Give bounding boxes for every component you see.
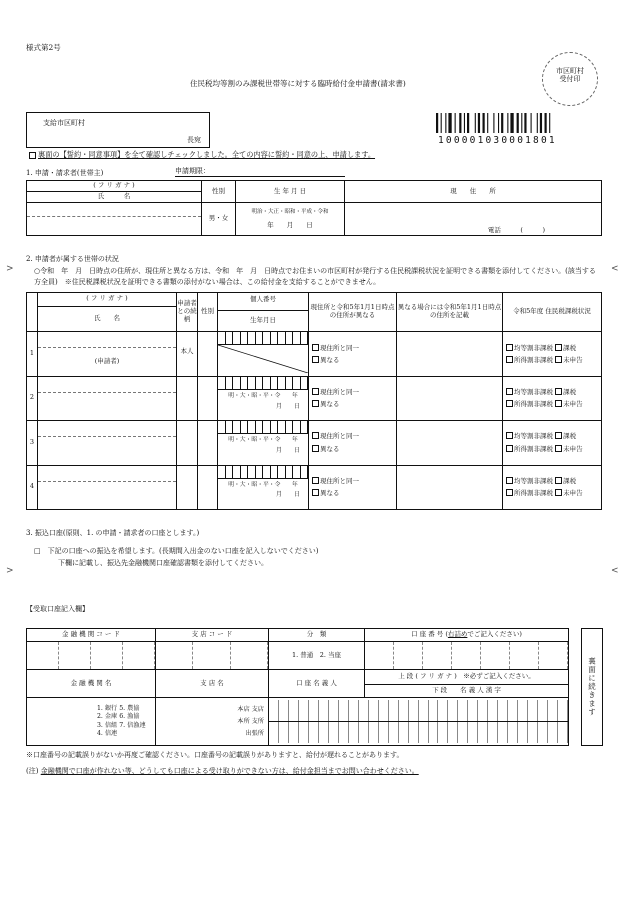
barcode-number: 100001030001801: [438, 135, 557, 146]
member-name-field[interactable]: [38, 465, 177, 509]
bank-table: [26, 628, 569, 746]
diff-checkbox[interactable]: [312, 445, 319, 452]
branch-kind-option[interactable]: 出張所: [245, 729, 264, 737]
account-number-header: 口 座 番 号 (右詰めでご記入ください): [365, 629, 569, 642]
sec1-dob-header: 生 年 月 日: [236, 181, 345, 203]
bank-heading: 【受取口座記入欄】: [26, 605, 89, 613]
holder-upper-label: 上 段 ( フ リ ガ ナ ) ※必ずご記入ください。: [365, 670, 569, 685]
hh-addr-note-header: 異なる場合には令和5年1月1日時点の住所を記載: [397, 293, 503, 332]
household-table: [26, 292, 602, 510]
branch-name-field[interactable]: [156, 698, 269, 746]
sec3-heading: 3. 振込口座(原則、1. の申請・請求者の口座とします。): [26, 529, 200, 537]
hh-relation-header: 申請者との続柄: [177, 293, 198, 332]
bank-code-field[interactable]: [27, 642, 156, 670]
same-checkbox[interactable]: [312, 432, 319, 439]
address-diff-options[interactable]: 現住所と同一 異なる: [309, 465, 397, 509]
relation-field[interactable]: 本人: [177, 332, 198, 376]
sec1-era-options: 明治・大正・昭和・平成・令和: [251, 209, 329, 215]
diff-checkbox[interactable]: [312, 356, 319, 363]
table-row: [27, 465, 602, 509]
sec1-heading: 1. 申請・請求者(世帯主): [26, 169, 104, 177]
reception-stamp-label: 市区町村受付印: [556, 67, 584, 84]
hh-gender-header: 性別: [198, 293, 218, 332]
member-id-dob-field[interactable]: 明・大・昭・平・令 年 月 日: [218, 376, 309, 420]
member-gender-field[interactable]: [198, 421, 218, 465]
diff-checkbox[interactable]: [312, 489, 319, 496]
bank-kind-option[interactable]: 2. 金庫 6. 漁協: [97, 713, 140, 721]
hh-id-header: 個人番号: [218, 293, 309, 307]
margin-mark-right-1: <: [611, 264, 619, 274]
member-id-dob-field[interactable]: [218, 332, 309, 376]
sec1-gender-field[interactable]: 男・女: [202, 203, 236, 236]
relation-field[interactable]: [177, 376, 198, 420]
same-checkbox[interactable]: [312, 477, 319, 484]
sec1-address-field[interactable]: [345, 203, 602, 236]
branch-kind-option[interactable]: 本所 支所: [237, 717, 264, 725]
prev-address-field[interactable]: [397, 376, 503, 420]
tax-status-options[interactable]: 均等割非課税 課税 所得割非課税 未申告: [503, 421, 602, 465]
row-number: 4: [27, 465, 38, 509]
sec1-name-field[interactable]: [27, 203, 202, 236]
hh-tax-header: 令和5年度 住民税課税状況: [503, 293, 602, 332]
bank-code-header: 金 融 機 関 コ ー ド: [27, 629, 156, 642]
hh-furigana-header: ( フ リ ガ ナ ): [38, 293, 177, 307]
bank-name-field[interactable]: [27, 698, 156, 746]
member-gender-field[interactable]: [198, 465, 218, 509]
account-type-header: 分 類: [269, 629, 365, 642]
bank-kind-option[interactable]: 1. 銀行 5. 農協: [97, 704, 140, 712]
member-gender-field[interactable]: [198, 332, 218, 376]
sec1-deadline: 申請期限：: [175, 166, 345, 177]
addressee-chief: 長宛: [187, 136, 201, 144]
sec2-note: ○令和 年 月 日時点の住所が、現住所と異なる方は、令和 年 月 日時点でお住まいの市区町村が発行する住民税課税状況を証明できる書類を添付してください。(該当する方全員) ※住民税課税状況を証明できる書類の添付がない場合は、この給付金を支給することができません。: [34, 267, 596, 286]
tax-status-options[interactable]: 均等割非課税 課税 所得割非課税 未申告: [503, 465, 602, 509]
hh-addr-diff-header: 現住所と令和5年1月1日時点の住所が異なる: [309, 293, 397, 332]
margin-mark-left-2: >: [6, 566, 14, 576]
table-row: [27, 421, 602, 465]
relation-field[interactable]: [177, 465, 198, 509]
member-name-field[interactable]: [38, 376, 177, 420]
margin-mark-right-2: <: [611, 566, 619, 576]
row-number: 2: [27, 376, 38, 420]
sec1-gender-header: 性別: [202, 181, 236, 203]
row-number: 1: [27, 332, 38, 376]
relation-field[interactable]: [177, 421, 198, 465]
holder-lower-label: 下 段 名 義 人 漢 字: [365, 685, 569, 698]
hh-dob-header: 生年月日: [218, 310, 309, 331]
sec1-address-header: 現 住 所: [345, 181, 602, 203]
sec1-ymd: 年 月 日: [267, 220, 313, 229]
sec1-name-header: 氏 名: [27, 192, 202, 203]
diff-checkbox[interactable]: [312, 400, 319, 407]
footer-note-1: ※口座番号の記載誤りがないか再度ご確認ください。口座番号の記載誤りがありますと、給付が遅れることがあります。: [26, 751, 404, 759]
table-row: [27, 332, 602, 376]
prev-address-field[interactable]: [397, 332, 503, 376]
holder-header: 口 座 名 義 人: [269, 670, 365, 698]
address-diff-options[interactable]: 現住所と同一 異なる: [309, 332, 397, 376]
bank-kind-option[interactable]: 4. 信連: [97, 730, 118, 738]
sec1-phone: 電話 ( ): [487, 226, 545, 235]
sec1-table: [26, 180, 602, 236]
address-diff-options[interactable]: 現住所と同一 異なる: [309, 421, 397, 465]
page-title: 住民税均等割のみ課税世帯等に対する臨時給付金申請書(請求書): [190, 79, 406, 88]
sec3-line2: 下欄に記載し、振込先金融機関口座確認書類を添付してください。: [58, 559, 268, 567]
tax-status-options[interactable]: 均等割非課税 課税 所得割非課税 未申告: [503, 376, 602, 420]
member-name-field[interactable]: (申請者): [38, 332, 177, 376]
margin-mark-left-1: >: [6, 264, 14, 274]
sec1-dob-field[interactable]: [236, 203, 345, 236]
row-number: 3: [27, 421, 38, 465]
footer-note-2: (注) 金融機関で口座が作れない等、どうしても口座による受け取りができない方は、給付金担当までお問い合わせください。: [26, 767, 419, 775]
agreement-text: 裏面の【誓約・同意事項】を全て確認しチェックしました。全ての内容に誓約・同意の上、申請します。: [38, 150, 376, 159]
account-type-field[interactable]: 1. 普通 2. 当座: [269, 642, 365, 670]
sec1-furigana-header: ( フ リ ガ ナ ): [27, 181, 202, 192]
holder-field[interactable]: [269, 698, 569, 746]
sec2-heading: 2. 申請者が属する世帯の状況: [26, 255, 119, 263]
branch-name-header: 支 店 名: [156, 670, 269, 698]
addressee-city: 支給市区町村: [43, 119, 85, 127]
form-number: 様式第2号: [26, 43, 61, 52]
addressee-box: [26, 112, 210, 148]
hh-name-header: 氏 名: [38, 306, 177, 331]
prev-address-field[interactable]: [397, 421, 503, 465]
tax-status-options[interactable]: 均等割非課税 課税 所得割非課税 未申告: [503, 332, 602, 376]
table-row: [27, 376, 602, 420]
branch-kind-option[interactable]: 本店 支店: [237, 705, 264, 713]
bank-kind-option[interactable]: 3. 信組 7. 信漁連: [97, 721, 146, 729]
account-number-field[interactable]: [365, 642, 569, 670]
member-gender-field[interactable]: [198, 376, 218, 420]
address-diff-options[interactable]: 現住所と同一 異なる: [309, 376, 397, 420]
member-id-dob-field[interactable]: 明・大・昭・平・令 年 月 日: [218, 421, 309, 465]
member-id-dob-field[interactable]: 明・大・昭・平・令 年 月 日: [218, 465, 309, 509]
side-note-box: [581, 628, 603, 746]
branch-code-field[interactable]: [156, 642, 269, 670]
barcode: [436, 113, 592, 133]
branch-code-header: 支 店 コ ー ド: [156, 629, 269, 642]
same-checkbox[interactable]: [312, 344, 319, 351]
agreement-checkbox[interactable]: [29, 152, 36, 159]
member-name-field[interactable]: [38, 421, 177, 465]
sec3-line1[interactable]: □ 下記の口座への振込を希望します。(長期間入出金のない口座を記入しないでください): [34, 547, 319, 555]
same-checkbox[interactable]: [312, 388, 319, 395]
reception-stamp-circle: [542, 52, 598, 106]
bank-name-header: 金 融 機 関 名: [27, 670, 156, 698]
prev-address-field[interactable]: [397, 465, 503, 509]
side-note: 裏面に続きます: [587, 657, 597, 717]
